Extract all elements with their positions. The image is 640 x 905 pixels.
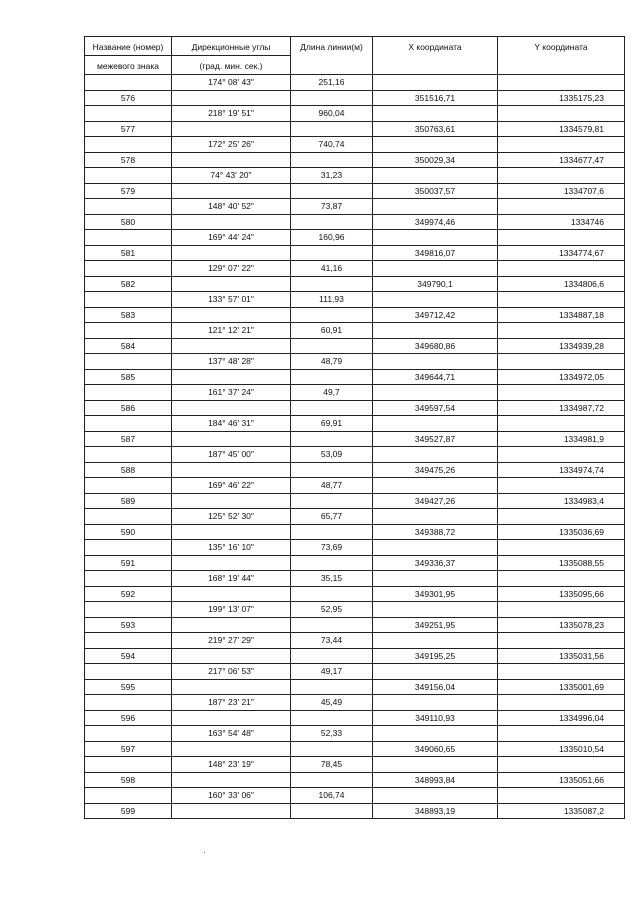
point-row	[85, 152, 625, 168]
point-row	[85, 307, 625, 323]
x-coordinate-cell: 349336,37	[373, 555, 498, 571]
x-coordinate-cell: 349475,26	[373, 462, 498, 478]
empty-cell	[498, 385, 625, 401]
angle-cell: 135° 16' 10"	[172, 540, 291, 556]
empty-cell	[373, 75, 498, 91]
point-name-cell: 595	[85, 679, 172, 695]
x-coordinate-cell: 349195,25	[373, 648, 498, 664]
empty-cell	[373, 726, 498, 742]
point-name-cell: 596	[85, 710, 172, 726]
point-row	[85, 90, 625, 106]
y-coordinate-cell: 1335088,55	[498, 555, 625, 571]
segment-row	[85, 788, 625, 804]
empty-cell	[373, 602, 498, 618]
empty-cell	[172, 524, 291, 540]
segment-row	[85, 571, 625, 587]
y-coordinate-cell: 1334774,67	[498, 245, 625, 261]
empty-cell	[373, 695, 498, 711]
empty-cell	[291, 524, 373, 540]
empty-cell	[85, 292, 172, 308]
empty-cell	[373, 199, 498, 215]
x-coordinate-cell: 349816,07	[373, 245, 498, 261]
point-name-cell: 592	[85, 586, 172, 602]
segment-row	[85, 199, 625, 215]
y-coordinate-cell: 1335036,69	[498, 524, 625, 540]
empty-cell	[85, 75, 172, 91]
length-cell: 251,16	[291, 75, 373, 91]
x-coordinate-cell: 349974,46	[373, 214, 498, 230]
empty-cell	[172, 772, 291, 788]
point-row	[85, 648, 625, 664]
segment-row	[85, 75, 625, 91]
empty-cell	[498, 137, 625, 153]
length-cell: 45,49	[291, 695, 373, 711]
segment-row	[85, 509, 625, 525]
y-coordinate-cell: 1334983,4	[498, 493, 625, 509]
angle-cell: 148° 40' 52"	[172, 199, 291, 215]
angle-cell: 187° 45' 00"	[172, 447, 291, 463]
length-cell: 31,23	[291, 168, 373, 184]
length-cell: 41,16	[291, 261, 373, 277]
point-row	[85, 679, 625, 695]
length-cell: 73,44	[291, 633, 373, 649]
y-coordinate-cell: 1334972,05	[498, 369, 625, 385]
point-row	[85, 400, 625, 416]
x-coordinate-cell: 349388,72	[373, 524, 498, 540]
empty-cell	[498, 447, 625, 463]
x-coordinate-cell: 349597,54	[373, 400, 498, 416]
empty-cell	[498, 664, 625, 680]
point-name-cell: 583	[85, 307, 172, 323]
x-coordinate-cell: 349427,26	[373, 493, 498, 509]
point-name-cell: 585	[85, 369, 172, 385]
angle-cell: 172° 25' 26"	[172, 137, 291, 153]
point-name-cell: 590	[85, 524, 172, 540]
empty-cell	[373, 230, 498, 246]
x-coordinate-cell: 349060,65	[373, 741, 498, 757]
empty-cell	[498, 757, 625, 773]
segment-row	[85, 292, 625, 308]
empty-cell	[172, 245, 291, 261]
point-row	[85, 803, 625, 819]
angle-cell: 163° 54' 48"	[172, 726, 291, 742]
header-y: Y координата	[498, 37, 625, 75]
empty-cell	[373, 137, 498, 153]
segment-row	[85, 261, 625, 277]
empty-cell	[498, 230, 625, 246]
x-coordinate-cell: 349680,86	[373, 338, 498, 354]
angle-cell: 218° 19' 51"	[172, 106, 291, 122]
empty-cell	[373, 540, 498, 556]
angle-cell: 121° 12' 21"	[172, 323, 291, 339]
empty-cell	[172, 183, 291, 199]
y-coordinate-cell: 1335087,2	[498, 803, 625, 819]
angle-cell: 169° 44' 24"	[172, 230, 291, 246]
empty-cell	[373, 447, 498, 463]
point-name-cell: 582	[85, 276, 172, 292]
length-cell: 73,69	[291, 540, 373, 556]
segment-row	[85, 137, 625, 153]
empty-cell	[498, 602, 625, 618]
empty-cell	[85, 261, 172, 277]
y-coordinate-cell: 1335078,23	[498, 617, 625, 633]
empty-cell	[498, 323, 625, 339]
empty-cell	[172, 710, 291, 726]
empty-cell	[373, 385, 498, 401]
empty-cell	[291, 462, 373, 478]
empty-cell	[498, 261, 625, 277]
point-name-cell: 594	[85, 648, 172, 664]
point-name-cell: 581	[85, 245, 172, 261]
segment-row	[85, 633, 625, 649]
empty-cell	[291, 214, 373, 230]
x-coordinate-cell: 348893,19	[373, 803, 498, 819]
point-row	[85, 586, 625, 602]
empty-cell	[291, 152, 373, 168]
x-coordinate-cell: 349644,71	[373, 369, 498, 385]
empty-cell	[85, 726, 172, 742]
empty-cell	[172, 803, 291, 819]
y-coordinate-cell: 1334996,04	[498, 710, 625, 726]
empty-cell	[498, 633, 625, 649]
empty-cell	[498, 788, 625, 804]
point-name-cell: 586	[85, 400, 172, 416]
segment-row	[85, 478, 625, 494]
x-coordinate-cell: 349301,95	[373, 586, 498, 602]
point-row	[85, 617, 625, 633]
empty-cell	[172, 741, 291, 757]
segment-row	[85, 385, 625, 401]
y-coordinate-cell: 1334887,18	[498, 307, 625, 323]
empty-cell	[172, 307, 291, 323]
empty-cell	[291, 307, 373, 323]
point-row	[85, 183, 625, 199]
empty-cell	[85, 354, 172, 370]
empty-cell	[373, 292, 498, 308]
empty-cell	[85, 416, 172, 432]
length-cell: 960,04	[291, 106, 373, 122]
point-row	[85, 741, 625, 757]
empty-cell	[498, 478, 625, 494]
length-cell: 52,33	[291, 726, 373, 742]
empty-cell	[85, 106, 172, 122]
empty-cell	[291, 710, 373, 726]
empty-cell	[85, 788, 172, 804]
segment-row	[85, 106, 625, 122]
x-coordinate-cell: 350029,34	[373, 152, 498, 168]
empty-cell	[172, 121, 291, 137]
angle-cell: 137° 48' 28"	[172, 354, 291, 370]
empty-cell	[498, 509, 625, 525]
empty-cell	[291, 276, 373, 292]
length-cell: 73,87	[291, 199, 373, 215]
angle-cell: 219° 27' 29"	[172, 633, 291, 649]
empty-cell	[291, 586, 373, 602]
point-name-cell: 578	[85, 152, 172, 168]
empty-cell	[498, 354, 625, 370]
y-coordinate-cell: 1334746	[498, 214, 625, 230]
header-angles: Дирекционные углы	[172, 37, 291, 56]
point-row	[85, 214, 625, 230]
point-row	[85, 431, 625, 447]
empty-cell	[172, 431, 291, 447]
empty-cell	[85, 509, 172, 525]
point-row	[85, 555, 625, 571]
empty-cell	[291, 741, 373, 757]
empty-cell	[172, 369, 291, 385]
empty-cell	[498, 75, 625, 91]
x-coordinate-cell: 350763,61	[373, 121, 498, 137]
angle-cell: 148° 23' 19"	[172, 757, 291, 773]
length-cell: 35,15	[291, 571, 373, 587]
y-coordinate-cell: 1335001,69	[498, 679, 625, 695]
point-name-cell: 591	[85, 555, 172, 571]
empty-cell	[498, 540, 625, 556]
angle-cell: 74° 43' 20"	[172, 168, 291, 184]
empty-cell	[291, 183, 373, 199]
empty-cell	[85, 695, 172, 711]
point-name-cell: 599	[85, 803, 172, 819]
point-row	[85, 121, 625, 137]
point-name-cell: 589	[85, 493, 172, 509]
angle-cell: 160° 33' 06"	[172, 788, 291, 804]
length-cell: 52,95	[291, 602, 373, 618]
y-coordinate-cell: 1334987,72	[498, 400, 625, 416]
empty-cell	[373, 106, 498, 122]
angle-cell: 129° 07' 22"	[172, 261, 291, 277]
empty-cell	[373, 261, 498, 277]
x-coordinate-cell: 350037,57	[373, 183, 498, 199]
empty-cell	[373, 664, 498, 680]
boundary-coordinates-table	[84, 36, 625, 819]
segment-row	[85, 168, 625, 184]
empty-cell	[172, 462, 291, 478]
empty-cell	[373, 168, 498, 184]
empty-cell	[85, 478, 172, 494]
length-cell: 111,93	[291, 292, 373, 308]
segment-row	[85, 323, 625, 339]
point-name-cell: 593	[85, 617, 172, 633]
y-coordinate-cell: 1335095,66	[498, 586, 625, 602]
point-row	[85, 462, 625, 478]
point-row	[85, 772, 625, 788]
empty-cell	[172, 90, 291, 106]
segment-row	[85, 757, 625, 773]
empty-cell	[85, 633, 172, 649]
length-cell: 106,74	[291, 788, 373, 804]
empty-cell	[291, 679, 373, 695]
segment-row	[85, 540, 625, 556]
empty-cell	[291, 121, 373, 137]
y-coordinate-cell: 1334677,47	[498, 152, 625, 168]
empty-cell	[373, 416, 498, 432]
empty-cell	[373, 633, 498, 649]
empty-cell	[85, 168, 172, 184]
empty-cell	[172, 276, 291, 292]
empty-cell	[373, 509, 498, 525]
angle-cell: 184° 46' 31"	[172, 416, 291, 432]
empty-cell	[85, 602, 172, 618]
angle-cell: 217° 06' 53"	[172, 664, 291, 680]
empty-cell	[291, 803, 373, 819]
point-name-cell: 587	[85, 431, 172, 447]
y-coordinate-cell: 1334974,74	[498, 462, 625, 478]
length-cell: 48,77	[291, 478, 373, 494]
empty-cell	[498, 695, 625, 711]
length-cell: 160,96	[291, 230, 373, 246]
empty-cell	[172, 648, 291, 664]
empty-cell	[373, 571, 498, 587]
empty-cell	[172, 679, 291, 695]
empty-cell	[291, 369, 373, 385]
point-name-cell: 584	[85, 338, 172, 354]
segment-row	[85, 230, 625, 246]
header-point-name: Название (номер)	[85, 37, 172, 56]
point-name-cell: 580	[85, 214, 172, 230]
length-cell: 49,7	[291, 385, 373, 401]
x-coordinate-cell: 349527,87	[373, 431, 498, 447]
segment-row	[85, 726, 625, 742]
segment-row	[85, 354, 625, 370]
point-row	[85, 338, 625, 354]
empty-cell	[291, 648, 373, 664]
header-length: Длина линии(м)	[291, 37, 373, 75]
empty-cell	[373, 757, 498, 773]
empty-cell	[291, 431, 373, 447]
empty-cell	[498, 168, 625, 184]
empty-cell	[291, 90, 373, 106]
empty-cell	[498, 199, 625, 215]
empty-cell	[85, 447, 172, 463]
empty-cell	[291, 338, 373, 354]
point-row	[85, 524, 625, 540]
point-row	[85, 369, 625, 385]
point-row	[85, 710, 625, 726]
point-name-cell: 577	[85, 121, 172, 137]
point-name-cell: 576	[85, 90, 172, 106]
point-row	[85, 276, 625, 292]
angle-cell: 199° 13' 07"	[172, 602, 291, 618]
length-cell: 69,91	[291, 416, 373, 432]
empty-cell	[172, 400, 291, 416]
empty-cell	[373, 323, 498, 339]
empty-cell	[498, 571, 625, 587]
y-coordinate-cell: 1334707,6	[498, 183, 625, 199]
empty-cell	[498, 726, 625, 742]
point-row	[85, 493, 625, 509]
empty-cell	[373, 354, 498, 370]
empty-cell	[85, 571, 172, 587]
empty-cell	[373, 788, 498, 804]
angle-cell: 125° 52' 30"	[172, 509, 291, 525]
empty-cell	[291, 617, 373, 633]
empty-cell	[172, 338, 291, 354]
empty-cell	[85, 757, 172, 773]
empty-cell	[85, 664, 172, 680]
length-cell: 48,79	[291, 354, 373, 370]
y-coordinate-cell: 1335051,66	[498, 772, 625, 788]
segment-row	[85, 416, 625, 432]
y-coordinate-cell: 1335175,23	[498, 90, 625, 106]
length-cell: 53,09	[291, 447, 373, 463]
empty-cell	[291, 245, 373, 261]
scan-speck	[204, 852, 205, 853]
empty-cell	[172, 555, 291, 571]
x-coordinate-cell: 349251,95	[373, 617, 498, 633]
y-coordinate-cell: 1335031,56	[498, 648, 625, 664]
empty-cell	[498, 292, 625, 308]
angle-cell: 168° 19' 44"	[172, 571, 291, 587]
angle-cell: 161° 37' 24"	[172, 385, 291, 401]
x-coordinate-cell: 349156,04	[373, 679, 498, 695]
empty-cell	[172, 493, 291, 509]
length-cell: 78,45	[291, 757, 373, 773]
empty-cell	[498, 106, 625, 122]
y-coordinate-cell: 1334806,6	[498, 276, 625, 292]
header-angles-units: (град. мин. сек.)	[172, 56, 291, 75]
angle-cell: 187° 23' 21"	[172, 695, 291, 711]
point-name-cell: 597	[85, 741, 172, 757]
empty-cell	[172, 214, 291, 230]
angle-cell: 174° 08' 43"	[172, 75, 291, 91]
empty-cell	[172, 617, 291, 633]
length-cell: 740,74	[291, 137, 373, 153]
length-cell: 65,77	[291, 509, 373, 525]
empty-cell	[85, 323, 172, 339]
empty-cell	[291, 555, 373, 571]
table-body	[85, 75, 625, 819]
y-coordinate-cell: 1334579,81	[498, 121, 625, 137]
point-row	[85, 245, 625, 261]
header-point-name-cont: межевого знака	[85, 56, 172, 75]
empty-cell	[498, 416, 625, 432]
empty-cell	[85, 230, 172, 246]
empty-cell	[85, 199, 172, 215]
angle-cell: 133° 57' 01"	[172, 292, 291, 308]
empty-cell	[85, 540, 172, 556]
point-name-cell: 598	[85, 772, 172, 788]
table-header	[85, 37, 625, 75]
point-name-cell: 588	[85, 462, 172, 478]
y-coordinate-cell: 1334939,28	[498, 338, 625, 354]
segment-row	[85, 447, 625, 463]
length-cell: 49,17	[291, 664, 373, 680]
empty-cell	[373, 478, 498, 494]
header-x: X координата	[373, 37, 498, 75]
y-coordinate-cell: 1334981,9	[498, 431, 625, 447]
segment-row	[85, 664, 625, 680]
length-cell: 60,91	[291, 323, 373, 339]
point-name-cell: 579	[85, 183, 172, 199]
angle-cell: 169° 46' 22"	[172, 478, 291, 494]
x-coordinate-cell: 349110,93	[373, 710, 498, 726]
segment-row	[85, 602, 625, 618]
x-coordinate-cell: 349790,1	[373, 276, 498, 292]
y-coordinate-cell: 1335010,54	[498, 741, 625, 757]
empty-cell	[291, 493, 373, 509]
empty-cell	[172, 152, 291, 168]
x-coordinate-cell: 349712,42	[373, 307, 498, 323]
empty-cell	[85, 385, 172, 401]
segment-row	[85, 695, 625, 711]
empty-cell	[291, 772, 373, 788]
empty-cell	[85, 137, 172, 153]
x-coordinate-cell: 351516,71	[373, 90, 498, 106]
empty-cell	[291, 400, 373, 416]
x-coordinate-cell: 348993,84	[373, 772, 498, 788]
empty-cell	[172, 586, 291, 602]
